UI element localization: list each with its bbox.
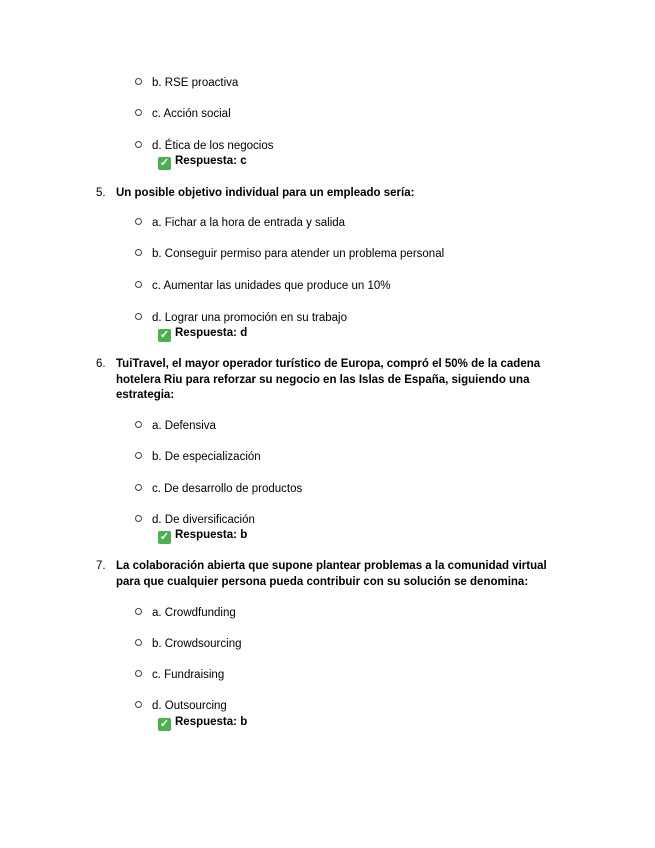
q7-option-a: a. Crowdfunding	[135, 606, 236, 620]
check-mark-icon: ✓	[159, 157, 170, 169]
q7-option-b: b. Crowdsourcing	[135, 637, 241, 651]
circle-bullet-icon	[135, 421, 142, 428]
question-5-text: Un posible objetivo individual para un empleado sería:	[116, 187, 415, 199]
check-mark-icon: ✓	[159, 718, 170, 730]
circle-bullet-icon	[135, 701, 142, 708]
q6-option-c: c. De desarrollo de productos	[135, 482, 302, 496]
question-6-text: TuiTravel, el mayor operador turístico de Europa, compró el 50% de la cadena hotelera Riu para reforzar su negocio en las Islas de España, siguiendo una estrategia:	[116, 358, 541, 401]
q7-answer: ✓ Respuesta: b	[159, 716, 248, 730]
question-6: 6. TuiTravel, el mayor operador turístico de Europa, compró el 50% de la cadena hotelera Riu para reforzar su negocio en las Islas de España, siguiendo una estrategia:	[96, 357, 566, 404]
circle-bullet-icon	[135, 515, 142, 522]
question-7: 7. La colaboración abierta que supone plantear problemas a la comunidad virtual para que cualquier persona pueda contribuir con su solución se denomina:	[96, 559, 566, 590]
q6-option-d: d. De diversificación	[135, 513, 255, 527]
q4-option-c: c. Acción social	[135, 107, 231, 121]
circle-bullet-icon	[135, 670, 142, 677]
circle-bullet-icon	[135, 109, 142, 116]
q7-option-d: d. Outsourcing	[135, 699, 227, 713]
circle-bullet-icon	[135, 639, 142, 646]
q7-option-c: c. Fundraising	[135, 668, 224, 682]
q5-option-a: a. Fichar a la hora de entrada y salida	[135, 216, 345, 230]
circle-bullet-icon	[135, 452, 142, 459]
circle-bullet-icon	[135, 249, 142, 256]
q5-answer: ✓ Respuesta: d	[159, 327, 248, 341]
question-5: 5. Un posible objetivo individual para un empleado sería:	[96, 186, 566, 202]
q6-answer: ✓ Respuesta: b	[159, 529, 248, 543]
circle-bullet-icon	[135, 218, 142, 225]
q4-answer: ✓ Respuesta: c	[159, 155, 247, 169]
question-7-text: La colaboración abierta que supone plantear problemas a la comunidad virtual para que cualquier persona pueda contribuir con su solución se denomina:	[116, 560, 547, 588]
circle-bullet-icon	[135, 313, 142, 320]
q4-option-d: d. Ética de los negocios	[135, 139, 273, 153]
circle-bullet-icon	[135, 78, 142, 85]
q6-option-b: b. De especialización	[135, 450, 261, 464]
circle-bullet-icon	[135, 281, 142, 288]
circle-bullet-icon	[135, 608, 142, 615]
q5-option-d: d. Lograr una promoción en su trabajo	[135, 311, 347, 325]
q4-option-b: b. RSE proactiva	[135, 76, 238, 90]
q6-option-a: a. Defensiva	[135, 419, 216, 433]
check-mark-icon: ✓	[159, 531, 170, 543]
check-mark-icon: ✓	[159, 329, 170, 341]
q5-option-b: b. Conseguir permiso para atender un problema personal	[135, 247, 444, 261]
circle-bullet-icon	[135, 484, 142, 491]
q5-option-c: c. Aumentar las unidades que produce un 10%	[135, 279, 390, 293]
circle-bullet-icon	[135, 141, 142, 148]
